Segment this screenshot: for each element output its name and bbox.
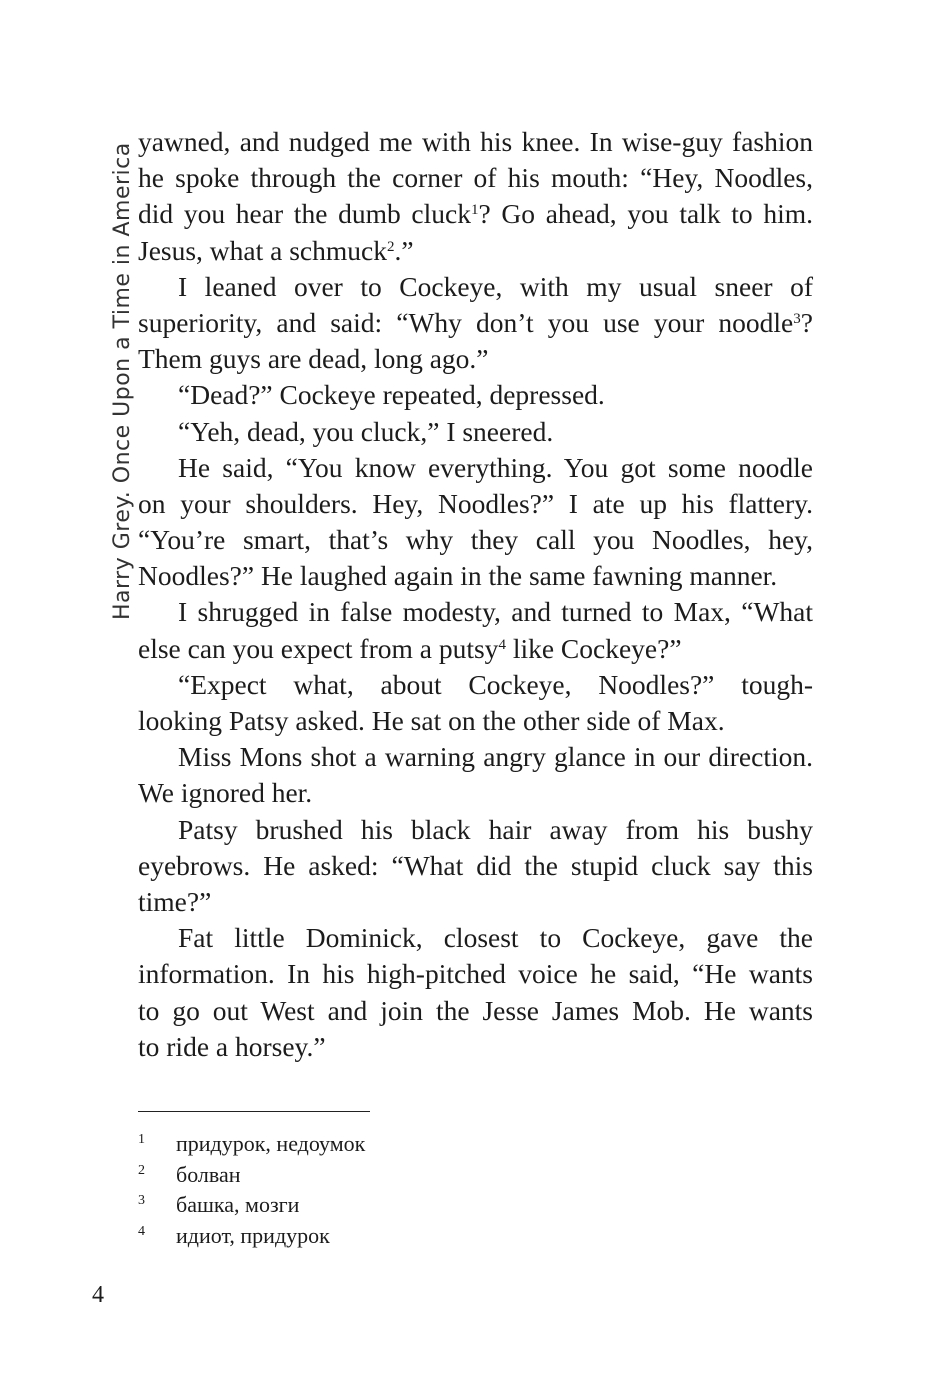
text-run: I leaned over to Cockeye, with my usual sneer of bbox=[178, 270, 813, 302]
running-head: Harry Grey. Once Upon a Time in America bbox=[110, 142, 135, 620]
text-run: yawned, and nudged me with his knee. In wise-guy fashion bbox=[138, 126, 813, 157]
text-line bbox=[138, 305, 813, 341]
footnote-number: 4 bbox=[138, 1223, 145, 1239]
text-line bbox=[138, 956, 813, 992]
footnote-item bbox=[138, 1217, 738, 1248]
footnote-rule bbox=[138, 1111, 370, 1112]
footnote-text: болван bbox=[176, 1161, 241, 1187]
footnote-number: 2 bbox=[138, 1162, 145, 1178]
text-line bbox=[138, 522, 813, 558]
text-run: Jesus, what a schmuck bbox=[138, 234, 387, 266]
text-run: like Cockeye?” bbox=[505, 632, 682, 664]
text-run: Miss Mons shot a warning angry glance in our direction. bbox=[178, 741, 813, 773]
text-line bbox=[138, 450, 813, 486]
text-run: information. In his high-pitched voice he said, “He wants bbox=[138, 958, 813, 990]
text-line bbox=[138, 196, 813, 232]
text-line bbox=[138, 775, 813, 811]
footnote-reference[interactable]: 3 bbox=[793, 310, 801, 327]
text-line bbox=[138, 558, 813, 594]
text-line bbox=[138, 703, 813, 739]
text-run: superiority, and said: “Why don’t you use your noodle bbox=[138, 306, 794, 338]
footnote-item bbox=[138, 1125, 738, 1156]
footnote-number: 3 bbox=[138, 1193, 145, 1208]
text-run: .” bbox=[394, 234, 414, 266]
text-run: “Dead?” Cockeye repeated, depressed. bbox=[178, 379, 605, 411]
footnote-item bbox=[138, 1156, 738, 1187]
text-run: “You’re smart, that’s why they call you Noodles, hey, bbox=[138, 524, 813, 556]
text-run: “Yeh, dead, you cluck,” I sneered. bbox=[178, 415, 554, 447]
text-run: to ride a horsey.” bbox=[138, 1030, 326, 1062]
text-run: Patsy brushed his black hair away from his bushy bbox=[178, 813, 813, 845]
text-line bbox=[138, 594, 813, 630]
text-run: looking Patsy asked. He sat on the other side of Max. bbox=[138, 705, 725, 736]
text-run: ? Go ahead, you talk to him. bbox=[478, 198, 814, 230]
text-line bbox=[138, 377, 813, 413]
text-run: Them guys are dead, long ago.” bbox=[138, 343, 489, 375]
footnote-reference[interactable]: 4 bbox=[498, 636, 506, 653]
text-run: He said, “You know everything. You got some noodle bbox=[178, 451, 813, 483]
text-line bbox=[138, 1029, 813, 1065]
text-line bbox=[138, 884, 813, 920]
text-run: Noodles?” He laughed again in the same fawning manner. bbox=[138, 560, 778, 592]
text-run: else can you expect from a putsy bbox=[138, 632, 499, 664]
text-line bbox=[138, 812, 813, 848]
footnote-text: идиот, придурок bbox=[176, 1222, 330, 1248]
text-run: he spoke through the corner of his mouth: “Hey, Noodles, bbox=[138, 162, 813, 194]
footnote-reference[interactable]: 2 bbox=[386, 238, 395, 255]
text-run: on your shoulders. Hey, Noodles?” I ate up his flattery. bbox=[138, 487, 813, 519]
text-line bbox=[138, 124, 813, 160]
text-line bbox=[138, 631, 813, 667]
text-run: eyebrows. He asked: “What did the stupid cluck say this bbox=[138, 849, 813, 881]
text-line bbox=[138, 269, 813, 305]
text-line bbox=[138, 848, 813, 884]
body-text bbox=[138, 124, 813, 1065]
text-line bbox=[138, 667, 813, 703]
text-run: I shrugged in false modesty, and turned to Max, “What bbox=[178, 596, 813, 628]
text-line bbox=[138, 233, 813, 269]
footnote-text: башка, мозги bbox=[176, 1192, 300, 1217]
text-run: “Expect what, about Cockeye, Noodles?” tough- bbox=[178, 668, 813, 700]
footnote-number: 1 bbox=[138, 1132, 145, 1147]
footnote-reference[interactable]: 1 bbox=[470, 202, 479, 219]
text-run: We ignored her. bbox=[138, 777, 313, 809]
text-run: ? bbox=[800, 306, 813, 338]
text-line bbox=[138, 341, 813, 377]
text-line bbox=[138, 739, 813, 775]
text-run: Fat little Dominick, closest to Cockeye, gave the bbox=[178, 922, 813, 954]
page-number: 4 bbox=[92, 1282, 104, 1308]
text-line bbox=[138, 920, 813, 956]
text-run: to go out West and join the Jesse James Mob. He wants bbox=[138, 994, 813, 1026]
text-line bbox=[138, 486, 813, 522]
text-run: time?” bbox=[138, 885, 212, 917]
text-line bbox=[138, 414, 813, 450]
text-run: did you hear the dumb cluck bbox=[138, 198, 471, 230]
footnote-item bbox=[138, 1186, 738, 1217]
footnote-text: придурок, недоумок bbox=[176, 1131, 366, 1156]
text-line bbox=[138, 160, 813, 196]
text-line bbox=[138, 993, 813, 1029]
footnotes bbox=[138, 1125, 738, 1247]
